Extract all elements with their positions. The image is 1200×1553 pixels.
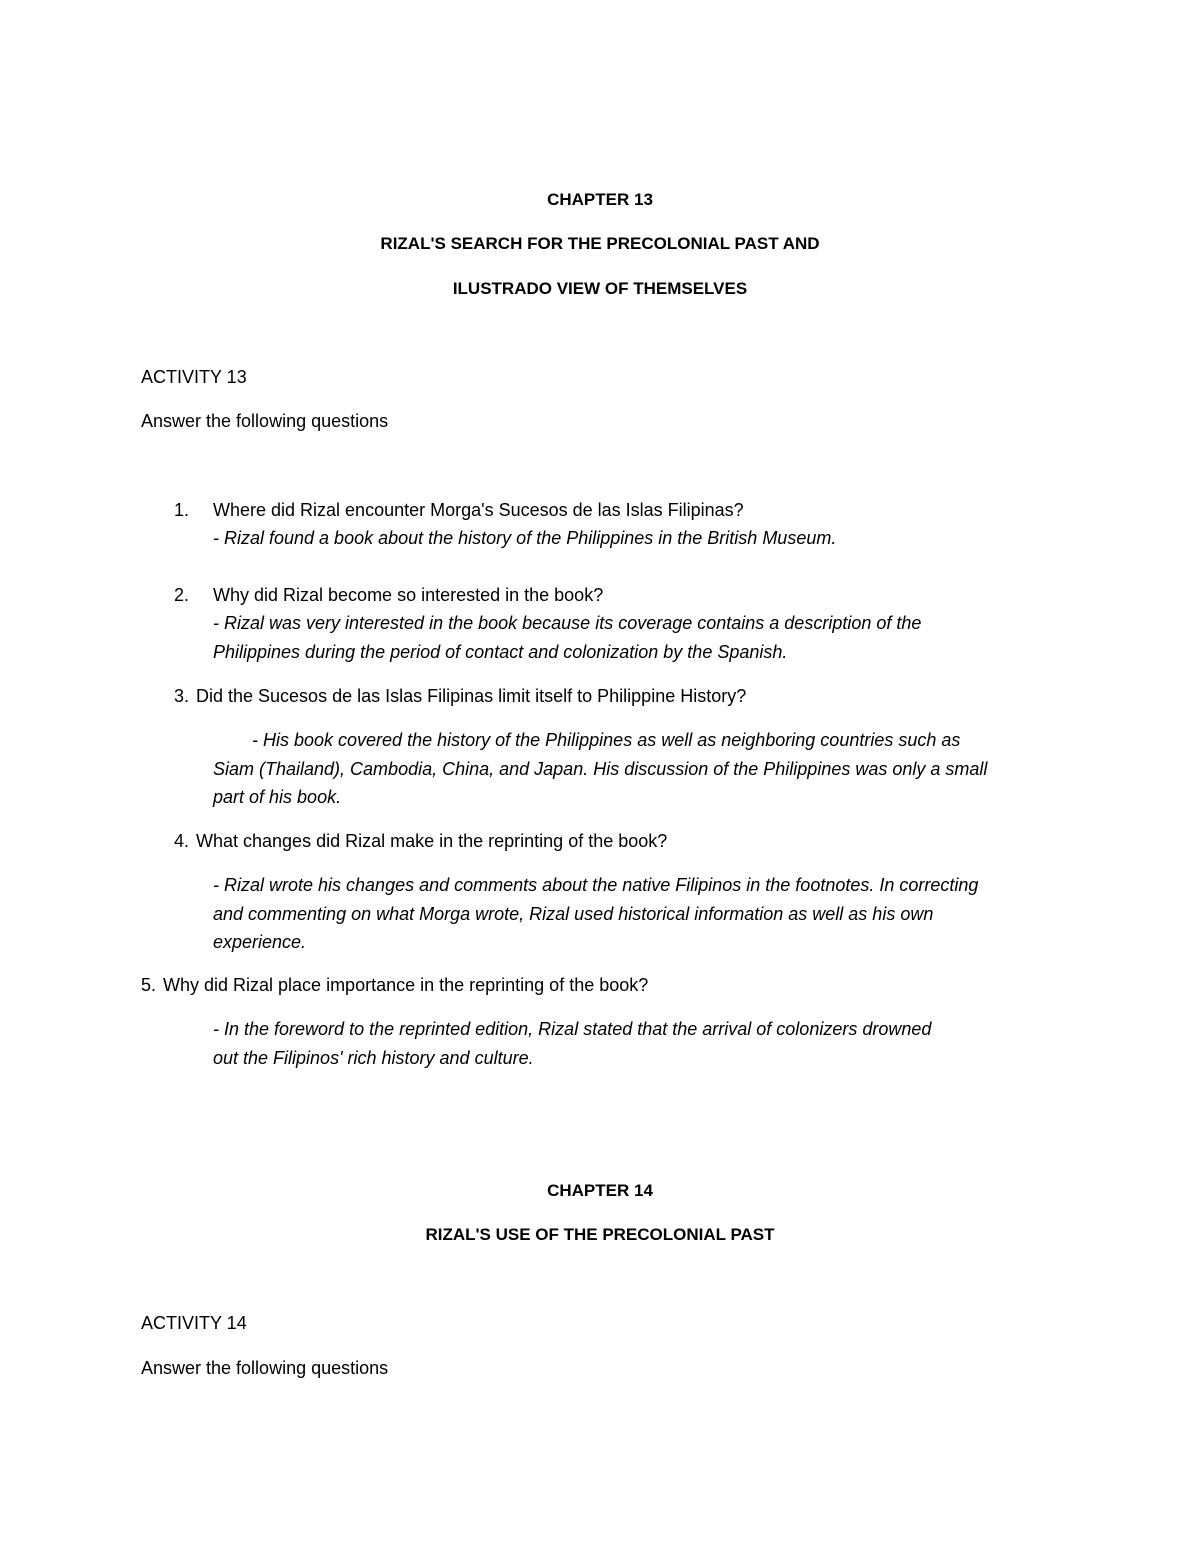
question-4-number: 4. bbox=[174, 831, 190, 851]
question-1-text: Where did Rizal encounter Morga's Sucesos de las Islas Filipinas? bbox=[213, 500, 744, 520]
question-5-answer-line-2: out the Filipinos' rich history and culture. bbox=[213, 1048, 534, 1068]
chapter-14-title: CHAPTER 14 bbox=[547, 1181, 653, 1200]
question-1-number: 1. bbox=[174, 500, 190, 520]
question-2-answer-line-1: - Rizal was very interested in the book because its coverage contains a description of the bbox=[213, 613, 922, 633]
question-4-text: What changes did Rizal make in the reprinting of the book? bbox=[196, 831, 668, 851]
question-4-answer-line-1: - Rizal wrote his changes and comments about the native Filipinos in the footnotes. In correcting bbox=[213, 875, 979, 895]
activity-13-instruction: Answer the following questions bbox=[141, 411, 389, 431]
question-5-number: 5. bbox=[141, 975, 157, 995]
question-5-text: Why did Rizal place importance in the reprinting of the book? bbox=[163, 975, 649, 995]
question-3-text: Did the Sucesos de las Islas Filipinas limit itself to Philippine History? bbox=[196, 686, 747, 706]
chapter-13-title: CHAPTER 13 bbox=[547, 190, 653, 209]
question-3-answer-line-3: part of his book. bbox=[213, 787, 342, 807]
question-3-number: 3. bbox=[174, 686, 190, 706]
question-2-text: Why did Rizal become so interested in the book? bbox=[213, 585, 604, 605]
activity-14-instruction: Answer the following questions bbox=[141, 1358, 389, 1378]
question-2-number: 2. bbox=[174, 585, 190, 605]
question-4-answer-line-3: experience. bbox=[213, 932, 307, 952]
activity-13-heading: ACTIVITY 13 bbox=[141, 367, 247, 387]
question-3-answer-line-1: - His book covered the history of the Philippines as well as neighboring countries such as bbox=[252, 730, 961, 750]
chapter-13-subtitle-line-1: RIZAL'S SEARCH FOR THE PRECOLONIAL PAST AND bbox=[380, 234, 820, 253]
question-5-answer-line-1: - In the foreword to the reprinted edition, Rizal stated that the arrival of colonizers drowned bbox=[213, 1019, 932, 1039]
question-2-answer-line-2: Philippines during the period of contact and colonization by the Spanish. bbox=[213, 642, 788, 662]
question-1-answer-line-1: - Rizal found a book about the history of the Philippines in the British Museum. bbox=[213, 528, 837, 548]
question-4-answer-line-2: and commenting on what Morga wrote, Rizal used historical information as well as his own bbox=[213, 904, 934, 924]
chapter-14-subtitle-line-1: RIZAL'S USE OF THE PRECOLONIAL PAST bbox=[425, 1225, 775, 1244]
chapter-13-subtitle-line-2: ILUSTRADO VIEW OF THEMSELVES bbox=[452, 279, 748, 298]
question-3-answer-line-2: Siam (Thailand), Cambodia, China, and Japan. His discussion of the Philippines was only a small bbox=[213, 759, 988, 779]
activity-14-heading: ACTIVITY 14 bbox=[141, 1313, 247, 1333]
